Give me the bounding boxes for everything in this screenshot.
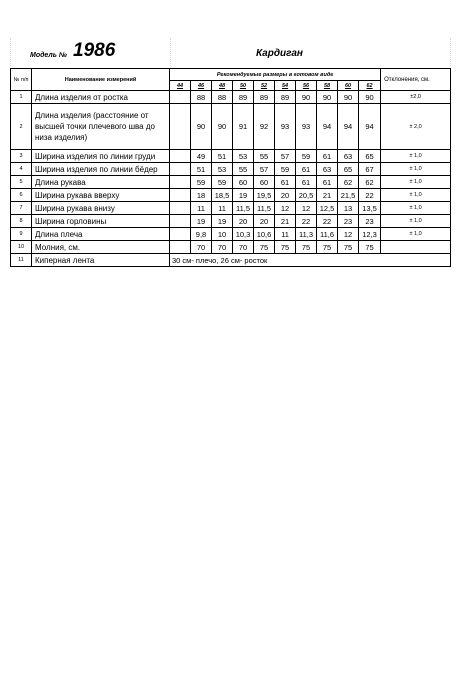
size-value-cell: 49 xyxy=(191,150,212,163)
size-header-cell: 46 xyxy=(191,81,212,91)
size-value-cell: 75 xyxy=(317,241,338,254)
size-value-cell: 57 xyxy=(275,150,296,163)
row-measurement-name: Ширина рукава вверху xyxy=(32,189,170,202)
size-value-cell: 65 xyxy=(338,163,359,176)
size-value-cell: 22 xyxy=(296,215,317,228)
size-value-cell: 21,5 xyxy=(338,189,359,202)
size-value-cell: 51 xyxy=(212,150,233,163)
size-value-cell: 70 xyxy=(233,241,254,254)
size-value-cell: 61 xyxy=(275,176,296,189)
size-value-cell xyxy=(170,189,191,202)
size-value-cell: 55 xyxy=(233,163,254,176)
size-value-cell: 11,3 xyxy=(296,228,317,241)
size-value-cell: 91 xyxy=(233,104,254,150)
row-deviation xyxy=(381,241,451,254)
size-value-cell: 90 xyxy=(212,104,233,150)
size-header-cell: 58 xyxy=(317,81,338,91)
size-value-cell: 93 xyxy=(296,104,317,150)
size-value-cell: 59 xyxy=(296,150,317,163)
size-value-cell: 21 xyxy=(275,215,296,228)
size-value-cell: 11 xyxy=(212,202,233,215)
table-row xyxy=(11,176,451,189)
size-value-cell: 12 xyxy=(296,202,317,215)
size-value-cell: 89 xyxy=(254,91,275,104)
row-number: 3 xyxy=(11,150,32,163)
row-measurement-name: Длина плеча xyxy=(32,228,170,241)
size-value-cell: 22 xyxy=(359,189,381,202)
size-value-cell: 18 xyxy=(191,189,212,202)
size-value-cell: 94 xyxy=(317,104,338,150)
table-row xyxy=(11,254,451,267)
size-value-cell: 23 xyxy=(359,215,381,228)
size-value-cell: 62 xyxy=(338,176,359,189)
size-value-cell: 90 xyxy=(338,91,359,104)
table-row xyxy=(11,202,451,215)
size-header-cell: 62 xyxy=(359,81,381,91)
row-note: 30 см- плечо, 26 см- росток xyxy=(170,254,451,267)
size-value-cell: 20 xyxy=(275,189,296,202)
size-value-cell: 61 xyxy=(296,163,317,176)
size-value-cell: 75 xyxy=(275,241,296,254)
size-value-cell: 11 xyxy=(275,228,296,241)
size-header-cell: 54 xyxy=(275,81,296,91)
size-value-cell xyxy=(170,202,191,215)
size-value-cell: 11 xyxy=(191,202,212,215)
sheet-gridline xyxy=(170,38,171,66)
size-value-cell: 94 xyxy=(338,104,359,150)
size-value-cell xyxy=(170,104,191,150)
size-value-cell: 53 xyxy=(212,163,233,176)
size-value-cell: 61 xyxy=(317,150,338,163)
size-value-cell: 92 xyxy=(254,104,275,150)
size-value-cell: 90 xyxy=(359,91,381,104)
size-value-cell: 13 xyxy=(338,202,359,215)
size-value-cell xyxy=(170,176,191,189)
size-header-cell: 60 xyxy=(338,81,359,91)
row-number: 2 xyxy=(11,104,32,150)
row-measurement-name: Ширина изделия по линии бёдер xyxy=(32,163,170,176)
size-value-cell: 20 xyxy=(254,215,275,228)
size-value-cell: 10,6 xyxy=(254,228,275,241)
header-recommended: Рекомендуемые размеры в готовом виде xyxy=(170,69,381,81)
size-value-cell: 20,5 xyxy=(296,189,317,202)
header-np: № п/п xyxy=(11,69,32,91)
row-number: 11 xyxy=(11,254,32,267)
row-number: 5 xyxy=(11,176,32,189)
size-value-cell: 20 xyxy=(233,215,254,228)
size-value-cell xyxy=(170,241,191,254)
row-number: 8 xyxy=(11,215,32,228)
table-row xyxy=(11,150,451,163)
header-name: Наименование измерений xyxy=(32,69,170,91)
table-row xyxy=(11,228,451,241)
row-deviation: ± 1,0 xyxy=(381,228,451,241)
size-value-cell: 23 xyxy=(338,215,359,228)
garment-title: Кардиган xyxy=(256,48,303,59)
size-value-cell: 11,6 xyxy=(317,228,338,241)
row-measurement-name: Длина рукава xyxy=(32,176,170,189)
size-value-cell: 18,5 xyxy=(212,189,233,202)
size-value-cell: 89 xyxy=(233,91,254,104)
size-value-cell: 75 xyxy=(359,241,381,254)
row-number: 4 xyxy=(11,163,32,176)
row-measurement-name: Молния, см. xyxy=(32,241,170,254)
table-row xyxy=(11,189,451,202)
sheet-header xyxy=(10,38,450,68)
size-value-cell: 59 xyxy=(191,176,212,189)
size-value-cell: 61 xyxy=(296,176,317,189)
size-value-cell: 55 xyxy=(254,150,275,163)
table-row xyxy=(11,91,451,104)
size-value-cell: 70 xyxy=(191,241,212,254)
size-value-cell: 94 xyxy=(359,104,381,150)
size-header-cell: 48 xyxy=(212,81,233,91)
size-value-cell: 88 xyxy=(191,91,212,104)
row-deviation: ± 1,0 xyxy=(381,215,451,228)
size-value-cell xyxy=(170,215,191,228)
row-number: 10 xyxy=(11,241,32,254)
row-deviation: ± 2,0 xyxy=(381,104,451,150)
size-value-cell: 19,5 xyxy=(254,189,275,202)
size-value-cell: 59 xyxy=(275,163,296,176)
size-value-cell: 67 xyxy=(359,163,381,176)
size-value-cell: 51 xyxy=(191,163,212,176)
row-deviation: ± 1,0 xyxy=(381,163,451,176)
row-measurement-name: Ширина горловины xyxy=(32,215,170,228)
size-value-cell: 60 xyxy=(254,176,275,189)
size-header-cell: 50 xyxy=(233,81,254,91)
row-deviation: ± 1,0 xyxy=(381,189,451,202)
size-value-cell: 61 xyxy=(317,176,338,189)
size-value-cell: 10 xyxy=(212,228,233,241)
row-measurement-name: Ширина изделия по линии груди xyxy=(32,150,170,163)
size-table xyxy=(10,68,451,267)
table-row xyxy=(11,104,451,150)
table-row xyxy=(11,163,451,176)
model-number: 1986 xyxy=(73,40,116,61)
size-value-cell: 89 xyxy=(275,91,296,104)
size-value-cell: 11,5 xyxy=(233,202,254,215)
row-measurement-name: Длина изделия (расстояние от высшей точки плечевого шва до низа изделия) xyxy=(32,104,170,150)
size-value-cell: 90 xyxy=(191,104,212,150)
table-row xyxy=(11,215,451,228)
size-value-cell: 90 xyxy=(296,91,317,104)
size-value-cell xyxy=(170,228,191,241)
row-number: 7 xyxy=(11,202,32,215)
size-value-cell: 22 xyxy=(317,215,338,228)
size-value-cell: 70 xyxy=(212,241,233,254)
size-value-cell: 63 xyxy=(317,163,338,176)
row-deviation: ± 1,0 xyxy=(381,150,451,163)
size-value-cell: 19 xyxy=(233,189,254,202)
size-value-cell: 93 xyxy=(275,104,296,150)
row-measurement-name: Длина изделия от ростка xyxy=(32,91,170,104)
table-header-row xyxy=(11,69,451,81)
row-deviation: ±2,0 xyxy=(381,91,451,104)
row-number: 1 xyxy=(11,91,32,104)
row-measurement-name: Ширина рукава внизу xyxy=(32,202,170,215)
size-header-cell: 44 xyxy=(170,81,191,91)
size-value-cell: 59 xyxy=(212,176,233,189)
size-value-cell: 12,5 xyxy=(317,202,338,215)
size-value-cell: 57 xyxy=(254,163,275,176)
size-value-cell: 75 xyxy=(254,241,275,254)
size-value-cell: 9,8 xyxy=(191,228,212,241)
size-value-cell xyxy=(170,150,191,163)
size-header-cell: 52 xyxy=(254,81,275,91)
size-chart-sheet xyxy=(10,38,450,267)
row-number: 9 xyxy=(11,228,32,241)
size-header-cell: 56 xyxy=(296,81,317,91)
size-value-cell: 19 xyxy=(191,215,212,228)
size-value-cell: 10,3 xyxy=(233,228,254,241)
size-value-cell: 12 xyxy=(338,228,359,241)
row-measurement-name: Киперная лента xyxy=(32,254,170,267)
size-value-cell: 53 xyxy=(233,150,254,163)
size-value-cell: 11,5 xyxy=(254,202,275,215)
size-value-cell xyxy=(170,163,191,176)
size-value-cell: 12 xyxy=(275,202,296,215)
table-row xyxy=(11,241,451,254)
size-value-cell: 62 xyxy=(359,176,381,189)
size-value-cell: 75 xyxy=(338,241,359,254)
size-value-cell: 13,5 xyxy=(359,202,381,215)
row-deviation: ± 1,0 xyxy=(381,176,451,189)
sheet-gridline xyxy=(450,38,451,66)
size-value-cell: 75 xyxy=(296,241,317,254)
size-value-cell: 90 xyxy=(317,91,338,104)
size-value-cell: 60 xyxy=(233,176,254,189)
size-value-cell: 12,3 xyxy=(359,228,381,241)
header-deviations: Отклонения, см. xyxy=(381,69,451,91)
model-label: Модель № xyxy=(30,52,67,59)
size-value-cell: 21 xyxy=(317,189,338,202)
row-deviation: ± 1,0 xyxy=(381,202,451,215)
size-value-cell: 63 xyxy=(338,150,359,163)
row-number: 6 xyxy=(11,189,32,202)
size-value-cell: 88 xyxy=(212,91,233,104)
size-value-cell: 65 xyxy=(359,150,381,163)
sheet-gridline xyxy=(10,38,11,66)
size-value-cell: 19 xyxy=(212,215,233,228)
size-value-cell xyxy=(170,91,191,104)
